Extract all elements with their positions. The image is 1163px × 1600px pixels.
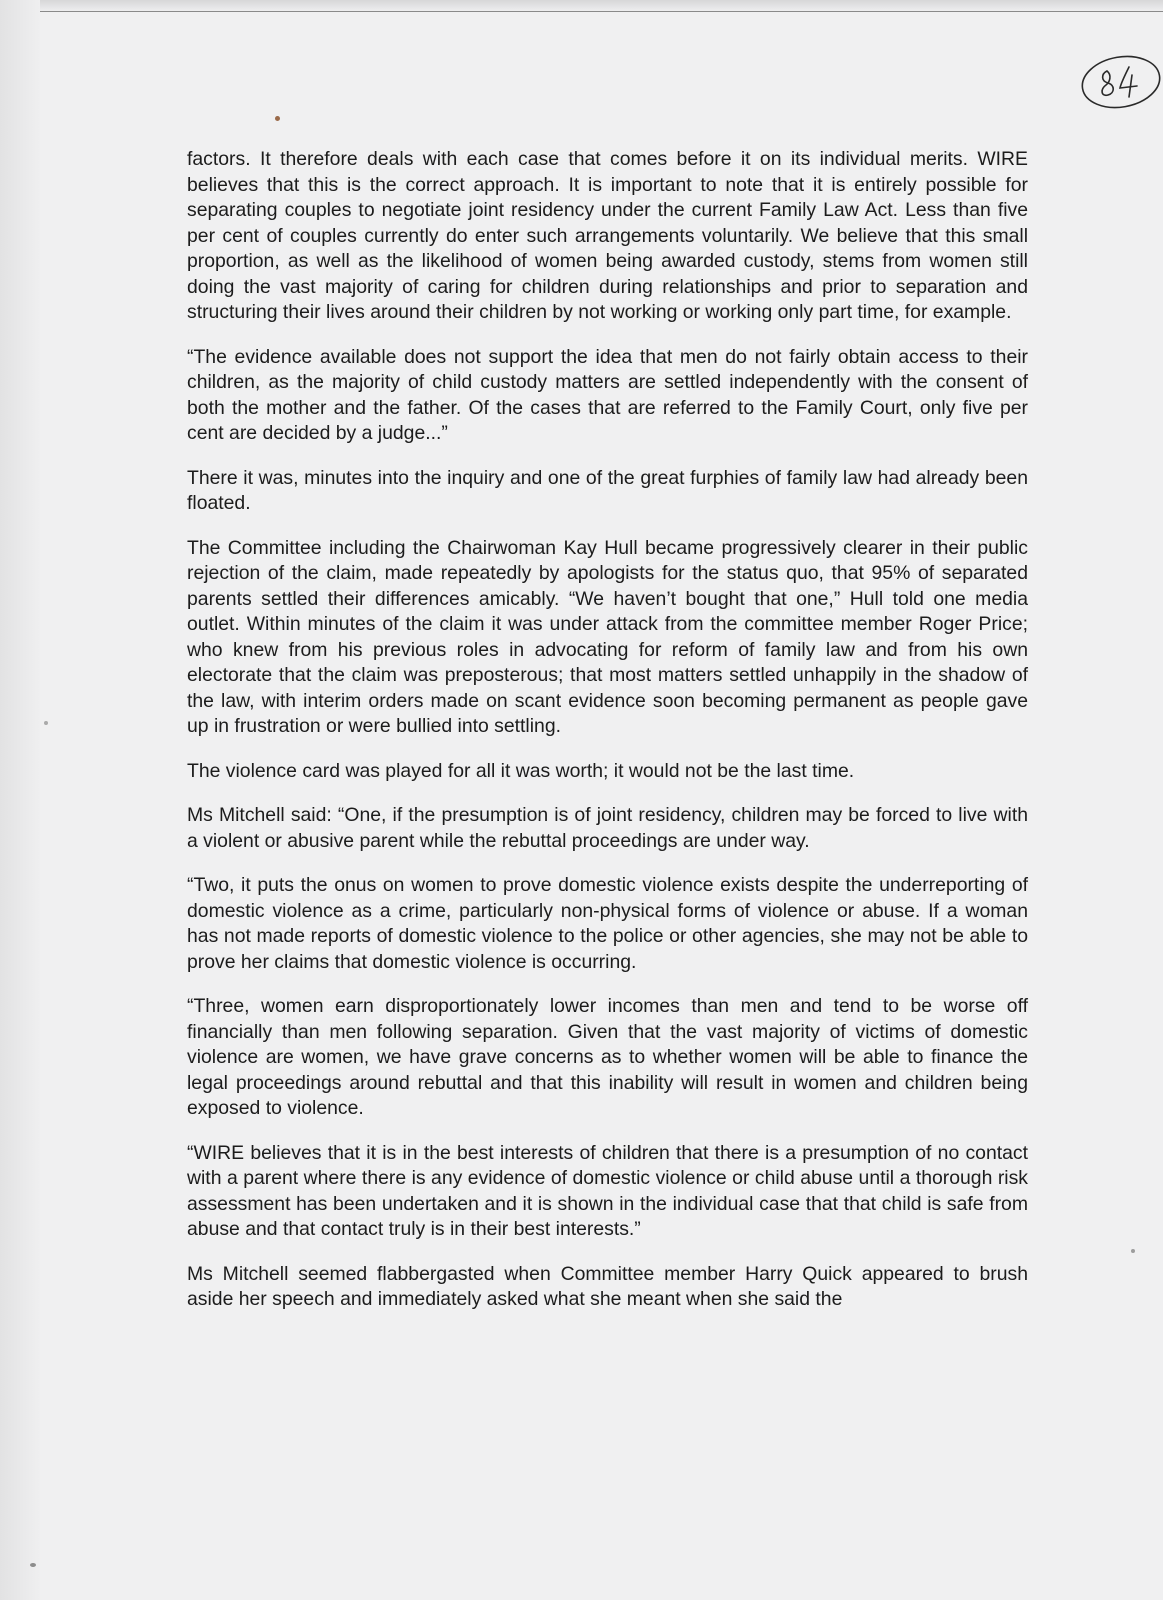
circled-page-number-icon [1077, 55, 1161, 111]
scan-top-edge [40, 11, 1163, 12]
scan-speck [1131, 1249, 1135, 1253]
paragraph: factors. It therefore deals with each case that comes before it on its individual merits. WIRE believes that this is the correct approach. It is important to note that it is entirely possible for separating couples to negotiate joint residency under the current Family Law Act. Less than five per cent of couples currently do enter such arrangements voluntarily. We believe that this small proportion, as well as the likelihood of women being awarded custody, stems from women still doing the vast majority of caring for children during relationships and prior to separation and structuring their lives around their children by not working or working only part time, for example. [187, 148, 1028, 323]
scan-speck [30, 1563, 36, 1567]
scan-speck [275, 116, 280, 121]
scan-left-edge [0, 0, 40, 1600]
paragraph: “Three, women earn disproportionately lower incomes than men and tend to be worse off financially than men following separation. Given that the vast majority of victims of domestic violence are women, we have grave concerns as to whether women will be able to finance the legal proceedings around rebuttal and that this inability will result in women and children being exposed to violence. [187, 995, 1028, 1119]
paragraph: “WIRE believes that it is in the best interests of children that there is a presumption of no contact with a parent where there is any evidence of domestic violence or child abuse until a thorough risk assessment has been undertaken and it is shown in the individual case that that child is safe from abuse and that contact truly is in their best interests.” [187, 1141, 1028, 1240]
paragraph: The Committee including the Chairwoman Kay Hull became progressively clearer in their public rejection of the claim, made repeatedly by apologists for the status quo, that 95% of separated parents settled their differences amicably. “We haven’t bought that one,” Hull told one media outlet. Within minutes of the claim it was under attack from the committee member Roger Price; who knew from his previous roles in advocating for reform of family law and from his own electorate that the claim was preposterous; that most matters settled unhappily in the shadow of the law, with interim orders made on scant evidence soon becoming permanent as people gave up in frustration or were bullied into settling. [187, 536, 1028, 737]
scan-speck [44, 721, 48, 725]
paragraph: “The evidence available does not support the idea that men do not fairly obtain access to their children, as the majority of child custody matters are settled independently with the consent of both the mother and the father. Of the cases that are referred to the Family Court, only five per cent are decided by a judge...” [187, 345, 1028, 444]
document-body [187, 147, 1028, 1332]
paragraph: Ms Mitchell said: “One, if the presumption is of joint residency, children may be forced to live with a violent or abusive parent while the rebuttal proceedings are under way. [187, 804, 1028, 852]
paragraph: The violence card was played for all it was worth; it would not be the last time. [187, 759, 855, 782]
paragraph: Ms Mitchell seemed flabbergasted when Committee member Harry Quick appeared to brush aside her speech and immediately asked what she meant when she said the [187, 1262, 1028, 1310]
paragraph: “Two, it puts the onus on women to prove domestic violence exists despite the underreporting of domestic violence as a crime, particularly non-physical forms of violence or abuse. If a woman has not made reports of domestic violence to the police or other agencies, she may not be able to prove her claims that domestic violence is occurring. [187, 874, 1028, 973]
paragraph: There it was, minutes into the inquiry and one of the great furphies of family law had already been floated. [187, 466, 1028, 514]
handwritten-page-number [1077, 55, 1161, 111]
